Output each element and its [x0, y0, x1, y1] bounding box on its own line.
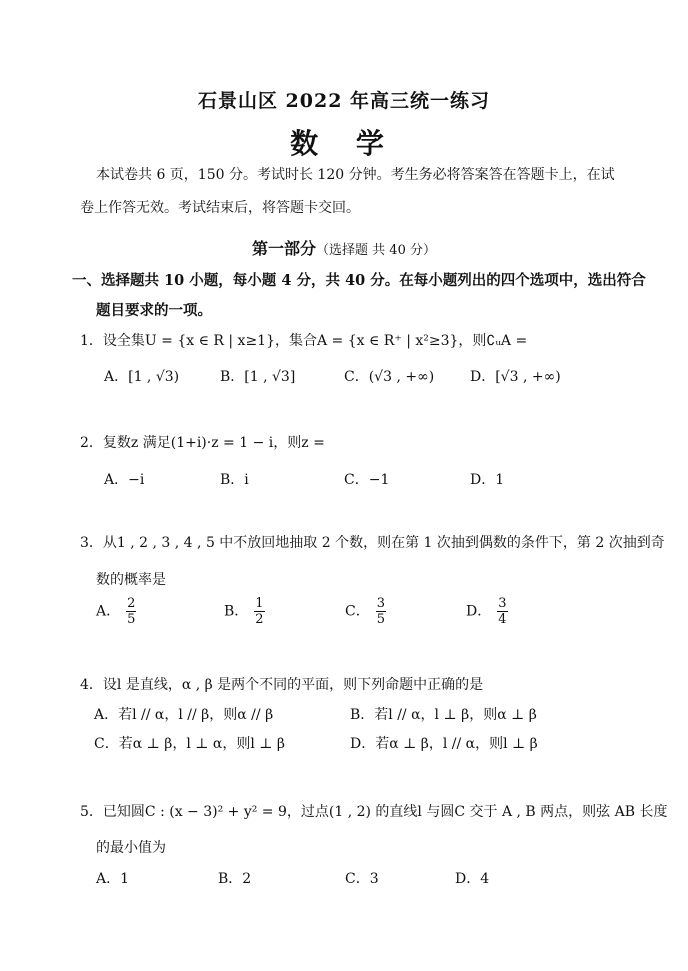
part-heading-label: 第一部分: [252, 239, 317, 258]
exam-title: 石景山区 2022 年高三统一练习: [197, 90, 491, 112]
question-3-option-b: [224, 596, 265, 627]
question-3-stem-line-1: 3．从1 , 2 , 3 , 4 , 5 中不放回地抽取 2 个数，则在第 1 次抽到偶数的条件下，第 2 次抽到奇: [80, 535, 665, 551]
question-3-option-a: [96, 596, 136, 627]
fraction: [376, 596, 386, 627]
numerator: 2: [127, 596, 136, 611]
question-5-option-b: B．2: [218, 871, 252, 887]
fraction: [126, 596, 136, 627]
question-1-option-d: D．[√3 , +∞): [470, 369, 561, 385]
question-1-stem: 1．设全集U = {x ∈ R | x≥1}，集合A = {x ∈ R⁺ | x²≥3}，则∁ᵤA =: [80, 333, 528, 349]
question-5-stem-line-1: 5．已知圆C : (x − 3)² + y² = 9，过点(1 , 2) 的直线l 与圆C 交于 A , B 两点，则弦 AB 长度: [80, 804, 668, 820]
question-1-option-c: C．(√3 , +∞): [344, 369, 435, 385]
numerator: 1: [255, 596, 264, 611]
question-4-option-b: B．若l // α，l ⊥ β，则α ⊥ β: [350, 707, 537, 723]
numerator: 3: [498, 596, 507, 611]
question-4-option-a: A．若l // α，l // β，则α // β: [94, 707, 274, 723]
question-1-option-a: A．[1 , √3): [104, 369, 180, 385]
intro-line-1: 本试卷共 6 页，150 分。考试时长 120 分钟。考生务必将答案答在答题卡上，在试: [96, 167, 615, 183]
question-4-option-c: C．若α ⊥ β，l ⊥ α，则l ⊥ β: [94, 736, 285, 752]
question-3-stem-line-2: 数的概率是: [96, 572, 166, 588]
question-2-option-d: D．1: [470, 472, 505, 488]
part-heading-note: （选择题 共 40 分）: [316, 243, 436, 258]
intro-line-2: 卷上作答无效。考试结束后，将答题卡交回。: [80, 200, 360, 216]
question-3-option-d: [466, 596, 508, 627]
part-heading: [0, 236, 688, 259]
question-2-option-a: A．−i: [104, 472, 145, 488]
option-label: B．: [224, 603, 249, 620]
question-3-option-c: [345, 596, 386, 627]
fraction: [497, 596, 507, 627]
option-label: A．: [96, 603, 121, 620]
question-2-option-c: C．−1: [344, 472, 390, 488]
denominator: 5: [376, 612, 385, 627]
section-instructions-2: 题目要求的一项。: [96, 302, 212, 319]
question-2-stem: 2．复数z 满足(1+i)·z = 1 − i，则z =: [80, 435, 325, 451]
option-label: C．: [345, 603, 370, 620]
question-2-option-b: B．i: [220, 472, 249, 488]
question-4-option-d: D．若α ⊥ β，l // α，则l ⊥ β: [350, 736, 538, 752]
option-label: D．: [466, 603, 492, 620]
fraction: [254, 596, 264, 627]
section-instructions-1: 一、选择题共 10 小题，每小题 4 分，共 40 分。在每小题列出的四个选项中，选出符合: [72, 272, 646, 289]
question-5-option-c: C．3: [345, 871, 379, 887]
question-5-option-d: D．4: [455, 871, 490, 887]
denominator: 5: [127, 612, 136, 627]
question-5-option-a: A．1: [96, 871, 130, 887]
subject-title: 数 学: [290, 127, 398, 160]
question-1-option-b: B．[1 , √3]: [220, 369, 296, 385]
denominator: 4: [498, 612, 507, 627]
numerator: 3: [376, 596, 385, 611]
question-5-stem-line-2: 的最小值为: [96, 840, 166, 856]
denominator: 2: [255, 612, 264, 627]
question-4-stem: 4．设l 是直线，α , β 是两个不同的平面，则下列命题中正确的是: [80, 677, 484, 693]
